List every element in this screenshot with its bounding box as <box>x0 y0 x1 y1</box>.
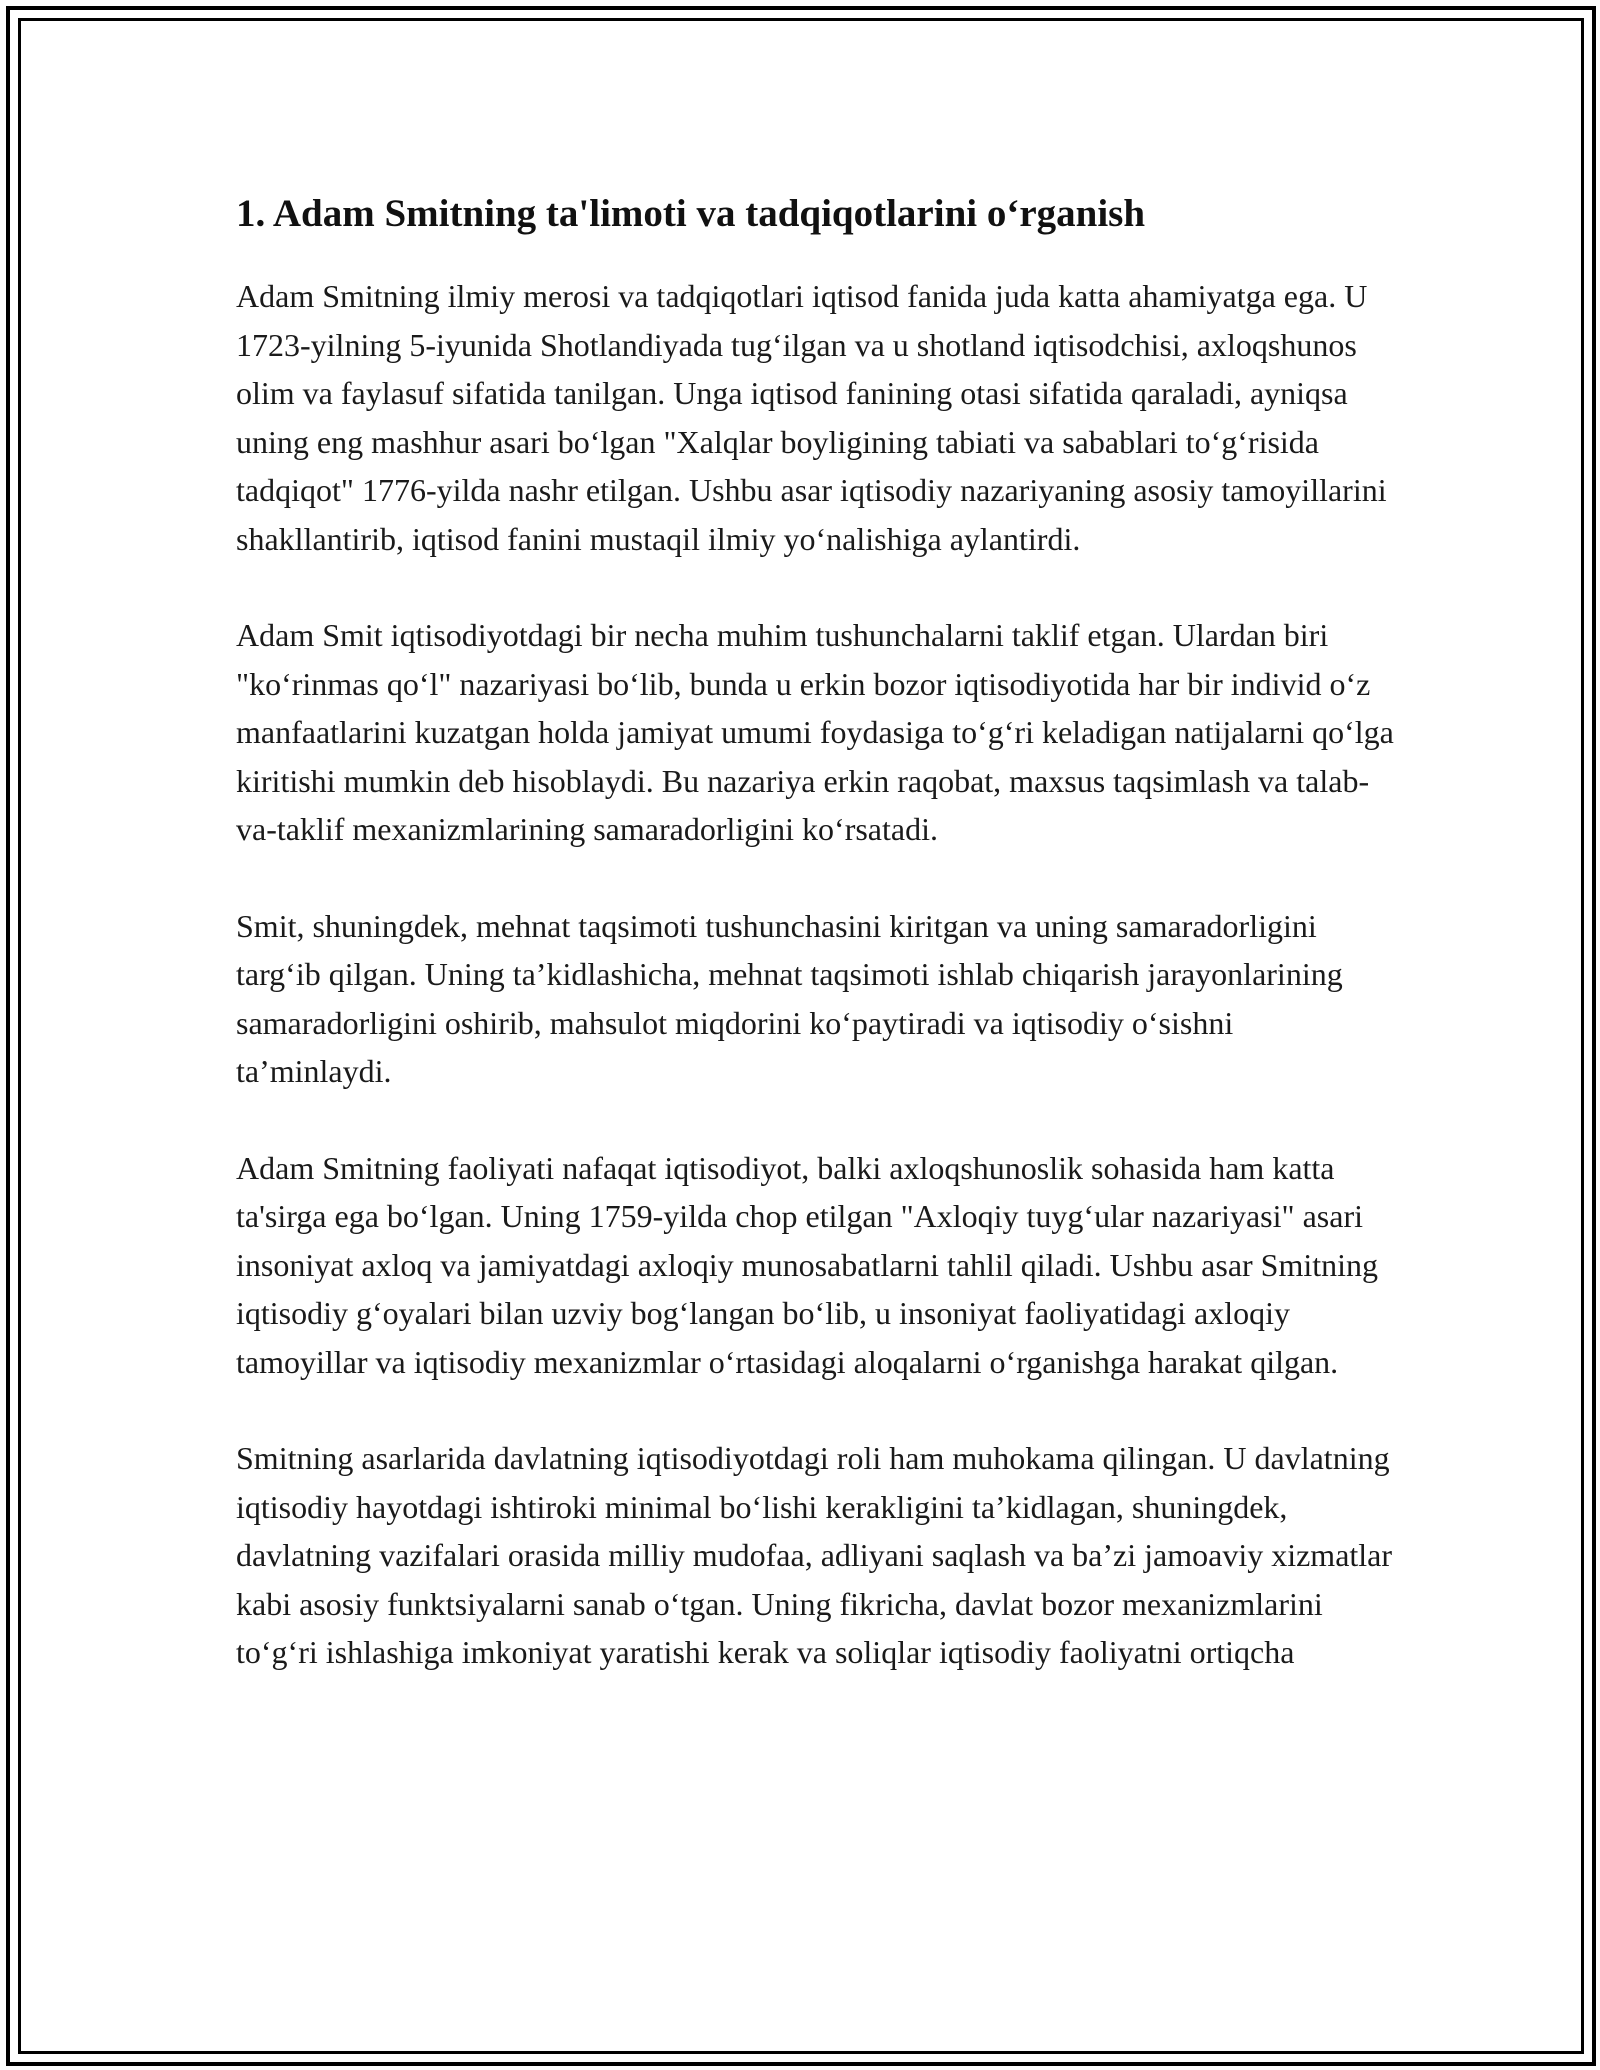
section-title: 1. Adam Smitning ta'limoti va tadqiqotlarini o‘rganish <box>236 192 1146 235</box>
paragraph-3: Smit, shuningdek, mehnat taqsimoti tushunchasini kiritgan va uning samaradorligini targ‘ib qilgan. Uning ta’kidlashicha, mehnat taqsimoti ishlab chiqarish jarayonlarining samaradorligini oshirib, mahsulot miqdorini ko‘paytiradi va iqtisodiy o‘sishni ta’minlaydi. <box>236 907 1343 1089</box>
paragraph-4: Adam Smitning faoliyati nafaqat iqtisodiyot, balki axloqshunoslik sohasida ham katta ta'sirga ega bo‘lgan. Uning 1759-yilda chop etilgan "Axloqiy tuyg‘ular nazariyasi" asari insoniyat axloq va jamiyatdagi axloqiy munosabatlarni tahlil qiladi. Ushbu asar Smitning iqtisodiy g‘oyalari bilan uzviy bog‘langan bo‘lib, u insoniyat faoliyatidagi axloqiy tamoyillar va iqtisodiy mexanizmlar o‘rtasidagi aloqalarni o‘rganishga harakat qilgan. <box>236 1149 1379 1380</box>
paragraph-2: Adam Smit iqtisodiyotdagi bir necha muhim tushunchalarni taklif etgan. Ulardan biri "ko‘rinmas qo‘l" nazariyasi bo‘lib, bunda u erkin bozor iqtisodiyotida har bir individ o‘z manfaatlarini kuzatgan holda jamiyat umumi foydasiga to‘g‘ri keladigan natijalarni qo‘lga kiritishi mumkin deb hisoblaydi. Bu nazariya erkin raqobat, maxsus taqsimlash va talab-va-taklif mexanizmlarining samaradorligini ko‘rsatadi. <box>236 617 1394 847</box>
paragraph-5: Smitning asarlarida davlatning iqtisodiyotdagi roli ham muhokama qilingan. U davlatning iqtisodiy hayotdagi ishtiroki minimal bo‘lishi kerakligini ta’kidlagan, shuningdek, davlatning vazifalari orasida milliy mudofaa, adliyani saqlash va ba’zi jamoaviy xizmatlar kabi asosiy funktsiyalarni sanab o‘tgan. Uning fikricha, davlat bozor mexanizmlarini to‘g‘ri ishlashiga imkoniyat yaratishi kerak va soliqlar iqtisodiy faoliyatni ortiqcha <box>236 1440 1393 1670</box>
paragraph-1: Adam Smitning ilmiy merosi va tadqiqotlari iqtisod fanida juda katta ahamiyatga ega. U 1723-yilning 5-iyunida Shotlandiyada tug‘ilgan va u shotland iqtisodchisi, axloqshunos olim va faylasuf sifatida tanilgan. Unga iqtisod fanining otasi sifatida qaraladi, ayniqsa uning eng mashhur asari bo‘lgan "Xalqlar boyligining tabiati va sabablari to‘g‘risida tadqiqot" 1776-yilda nashr etilgan. Ushbu asar iqtisodiy nazariyaning asosiy tamoyillarini shakllantirib, iqtisod fanini mustaqil ilmiy yo‘nalishiga aylantirdi. <box>236 278 1387 557</box>
document-body <box>236 186 1396 1725</box>
